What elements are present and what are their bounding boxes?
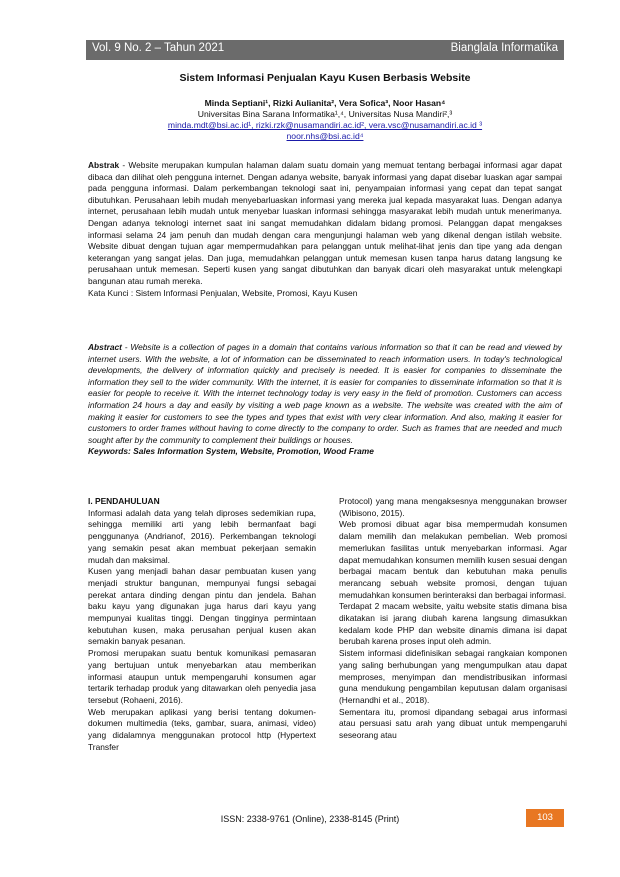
page-number: 103 xyxy=(526,809,564,827)
paragraph: Protocol) yang mana mengaksesnya menggunakan browser (Wibisono, 2015). xyxy=(339,496,567,518)
paragraph: Web merupakan aplikasi yang berisi tentang dokumen-dokumen multimedia (teks, gambar, suara, animasi, video) yang didalamnya menggunakan protocol http (Hypertext Transfer xyxy=(88,706,316,752)
abstract-english xyxy=(88,342,562,458)
author-names: Minda Septiani¹, Rizki Aulianita², Vera Sofica³, Noor Hasan⁴ xyxy=(204,98,446,108)
paragraph: Sementara itu, promosi dipandang sebagai arus informasi atau persuasi satu arah yang dibuat untuk mempengaruhi seseorang atau xyxy=(339,706,567,741)
journal-header-bar xyxy=(86,40,564,60)
body-column-left xyxy=(88,496,316,753)
email-link[interactable]: noor.nhs@bsi.ac.id⁴ xyxy=(286,131,364,141)
section-heading: I. PENDAHULUAN xyxy=(88,496,160,506)
abstract-en-label: Abstract xyxy=(88,342,122,352)
journal-name: Bianglala Informatika xyxy=(450,42,558,54)
author-block xyxy=(86,98,564,142)
body-column-right xyxy=(339,496,567,742)
abstract-en-keywords: Keywords: Sales Information System, Website, Promotion, Wood Frame xyxy=(88,446,374,457)
abstract-keywords: Kata Kunci : Sistem Informasi Penjualan, Website, Promosi, Kayu Kusen xyxy=(88,287,358,298)
email-links[interactable]: minda.mdt@bsi.ac.id¹, rizki.rzk@nusamandiri.ac.id², vera.vsc@nusamandiri.ac.id ³ xyxy=(167,120,483,130)
affiliation: Universitas Bina Sarana Informatika¹,⁴, Universitas Nusa Mandiri²,³ xyxy=(197,109,453,119)
abstract-en-text: - Website is a collection of pages in a domain that contains various information so that it can be read and viewed by internet users. With the website, a lot of information can be disseminated to reach information users. In today's technological developments, the delivery of information quickly and precisely is needed. It is easier for companies to disseminate the information they sell to the wider community. With the internet, it is easier for companies to disseminate information so that it is easier for people to receive it. With the internet technology today is very easy in the field of promotion. Customers can access information 24 hours a day and easily by visiting a web page known as a website. The website was created with the aim of making it easier for customers to see the types and types that exist with very clear information. And also, making it easier for customers to order frames without having to come directly to the company to order. Such as frames that are needed and much sought after by the community to complement their buildings or houses. xyxy=(88,342,562,445)
abstract-label: Abstrak xyxy=(88,160,120,170)
paragraph: Sistem informasi didefinisikan sebagai rangkaian komponen yang saling berhubungan yang mengumpulkan atau dapat memproses, menyimpan dan mendistribusikan informasi guna mendukung pengambilan keputusan dalam organisasi (Hernandhi et al., 2018). xyxy=(339,648,567,705)
paragraph: Web promosi dibuat agar bisa mempermudah konsumen dalam memilih dan melakukan pembelian. Web promosi memerlukan fasilitas untuk menyebarkan informasi. Agar dapat memudahkan konsumen memilih kusen sesuai dengan berbagai macam bentuk dan kebutuhan maka penulis merancang sebuah website promosi, dengan tujuan memudahkan konsumen berinteraksi dan berbagai informasi. xyxy=(339,519,567,600)
paragraph: Terdapat 2 macam website, yaitu website statis dimana bisa dikatakan isi jarang diubah karena langsung dimasukkan kedalam kode PHP dan website dinamis dimana isi dapat berubah karena proses input oleh admin. xyxy=(339,601,567,647)
abstract-indonesian xyxy=(88,160,562,299)
abstract-text: - Website merupakan kumpulan halaman dalam suatu domain yang memuat tentang berbagai informasi agar dapat dibaca dan dilihat oleh pengguna internet. Dengan adanya website, banyak informasi yang dapat disebar luaskan agar sampai pada pengguna informasi. Dalam perkembangan teknologi saat ini, penyampaian informasi yang cepat dan tepat sangat dibutuhkan. Perusahaan lebih mudah menyebarluaskan informasi yang mereka jual kepada masyarakat luas. Dengan adanya internet, perusahaan lebih mudah untuk menyebar luaskan informasi sehingga masyarakat lebih mudah untuk menerimanya. Dengan adanya teknologi internet saat ini sangat memudahkan didalam bidang promosi. Pelanggan dapat mengakses informasi selama 24 jam penuh dan mudah dengan cara mengunjungi halaman web yang dikenal dengan istilah website. Website dibuat dengan tujuan agar mempermudahkan para pelanggan untuk melihat-lihat jenis dan tipe yang ada dengan keterangan yang sangat jelas. Dan juga, memudahkan pelanggan untuk memesan kusen tanpa harus datang langsung ke perusahaan untuk memesan. Seperti kusen yang sangat dibutuhkan dan banyak dicari oleh masyarakat untuk melengkapi bangunan atau rumah mereka. xyxy=(88,160,562,286)
paragraph: Kusen yang menjadi bahan dasar pembuatan kusen yang menjadi struktur bangunan, mempunyai fungsi sebagai perekat antara dinding dengan pintu dan jendela. Bahan baku kayu yang digunakan juga harus dari kayu yang mempunyai kualitas tinggi. Dengan tingginya permintaan kebutuhan kusen, maka perusahan penjual kusen akan semakin banyak pesanan. xyxy=(88,566,316,647)
paragraph: Informasi adalah data yang telah diproses sedemikian rupa, sehingga memiliki arti yang lebih bermanfaat bagi penggunanya (Andrianof, 2016). Perkembangan teknologi yang semakin pesat akan membuat pekerjaan semakin mudah dan maksimal. xyxy=(88,507,316,565)
footer-issn: ISSN: 2338-9761 (Online), 2338-8145 (Print) xyxy=(220,814,400,824)
paragraph: Promosi merupakan suatu bentuk komunikasi pemasaran yang bertujuan untuk menyebarkan atau memberikan informasi ataupun untuk mempengaruhi konsumen agar tertarik terhadap produk yang ditawarkan oleh penyedia jasa tersebut (Rohaeni, 2016). xyxy=(88,648,316,705)
volume-label: Vol. 9 No. 2 – Tahun 2021 xyxy=(92,42,225,54)
paper-title: Sistem Informasi Penjualan Kayu Kusen Berbasis Website xyxy=(179,72,471,84)
